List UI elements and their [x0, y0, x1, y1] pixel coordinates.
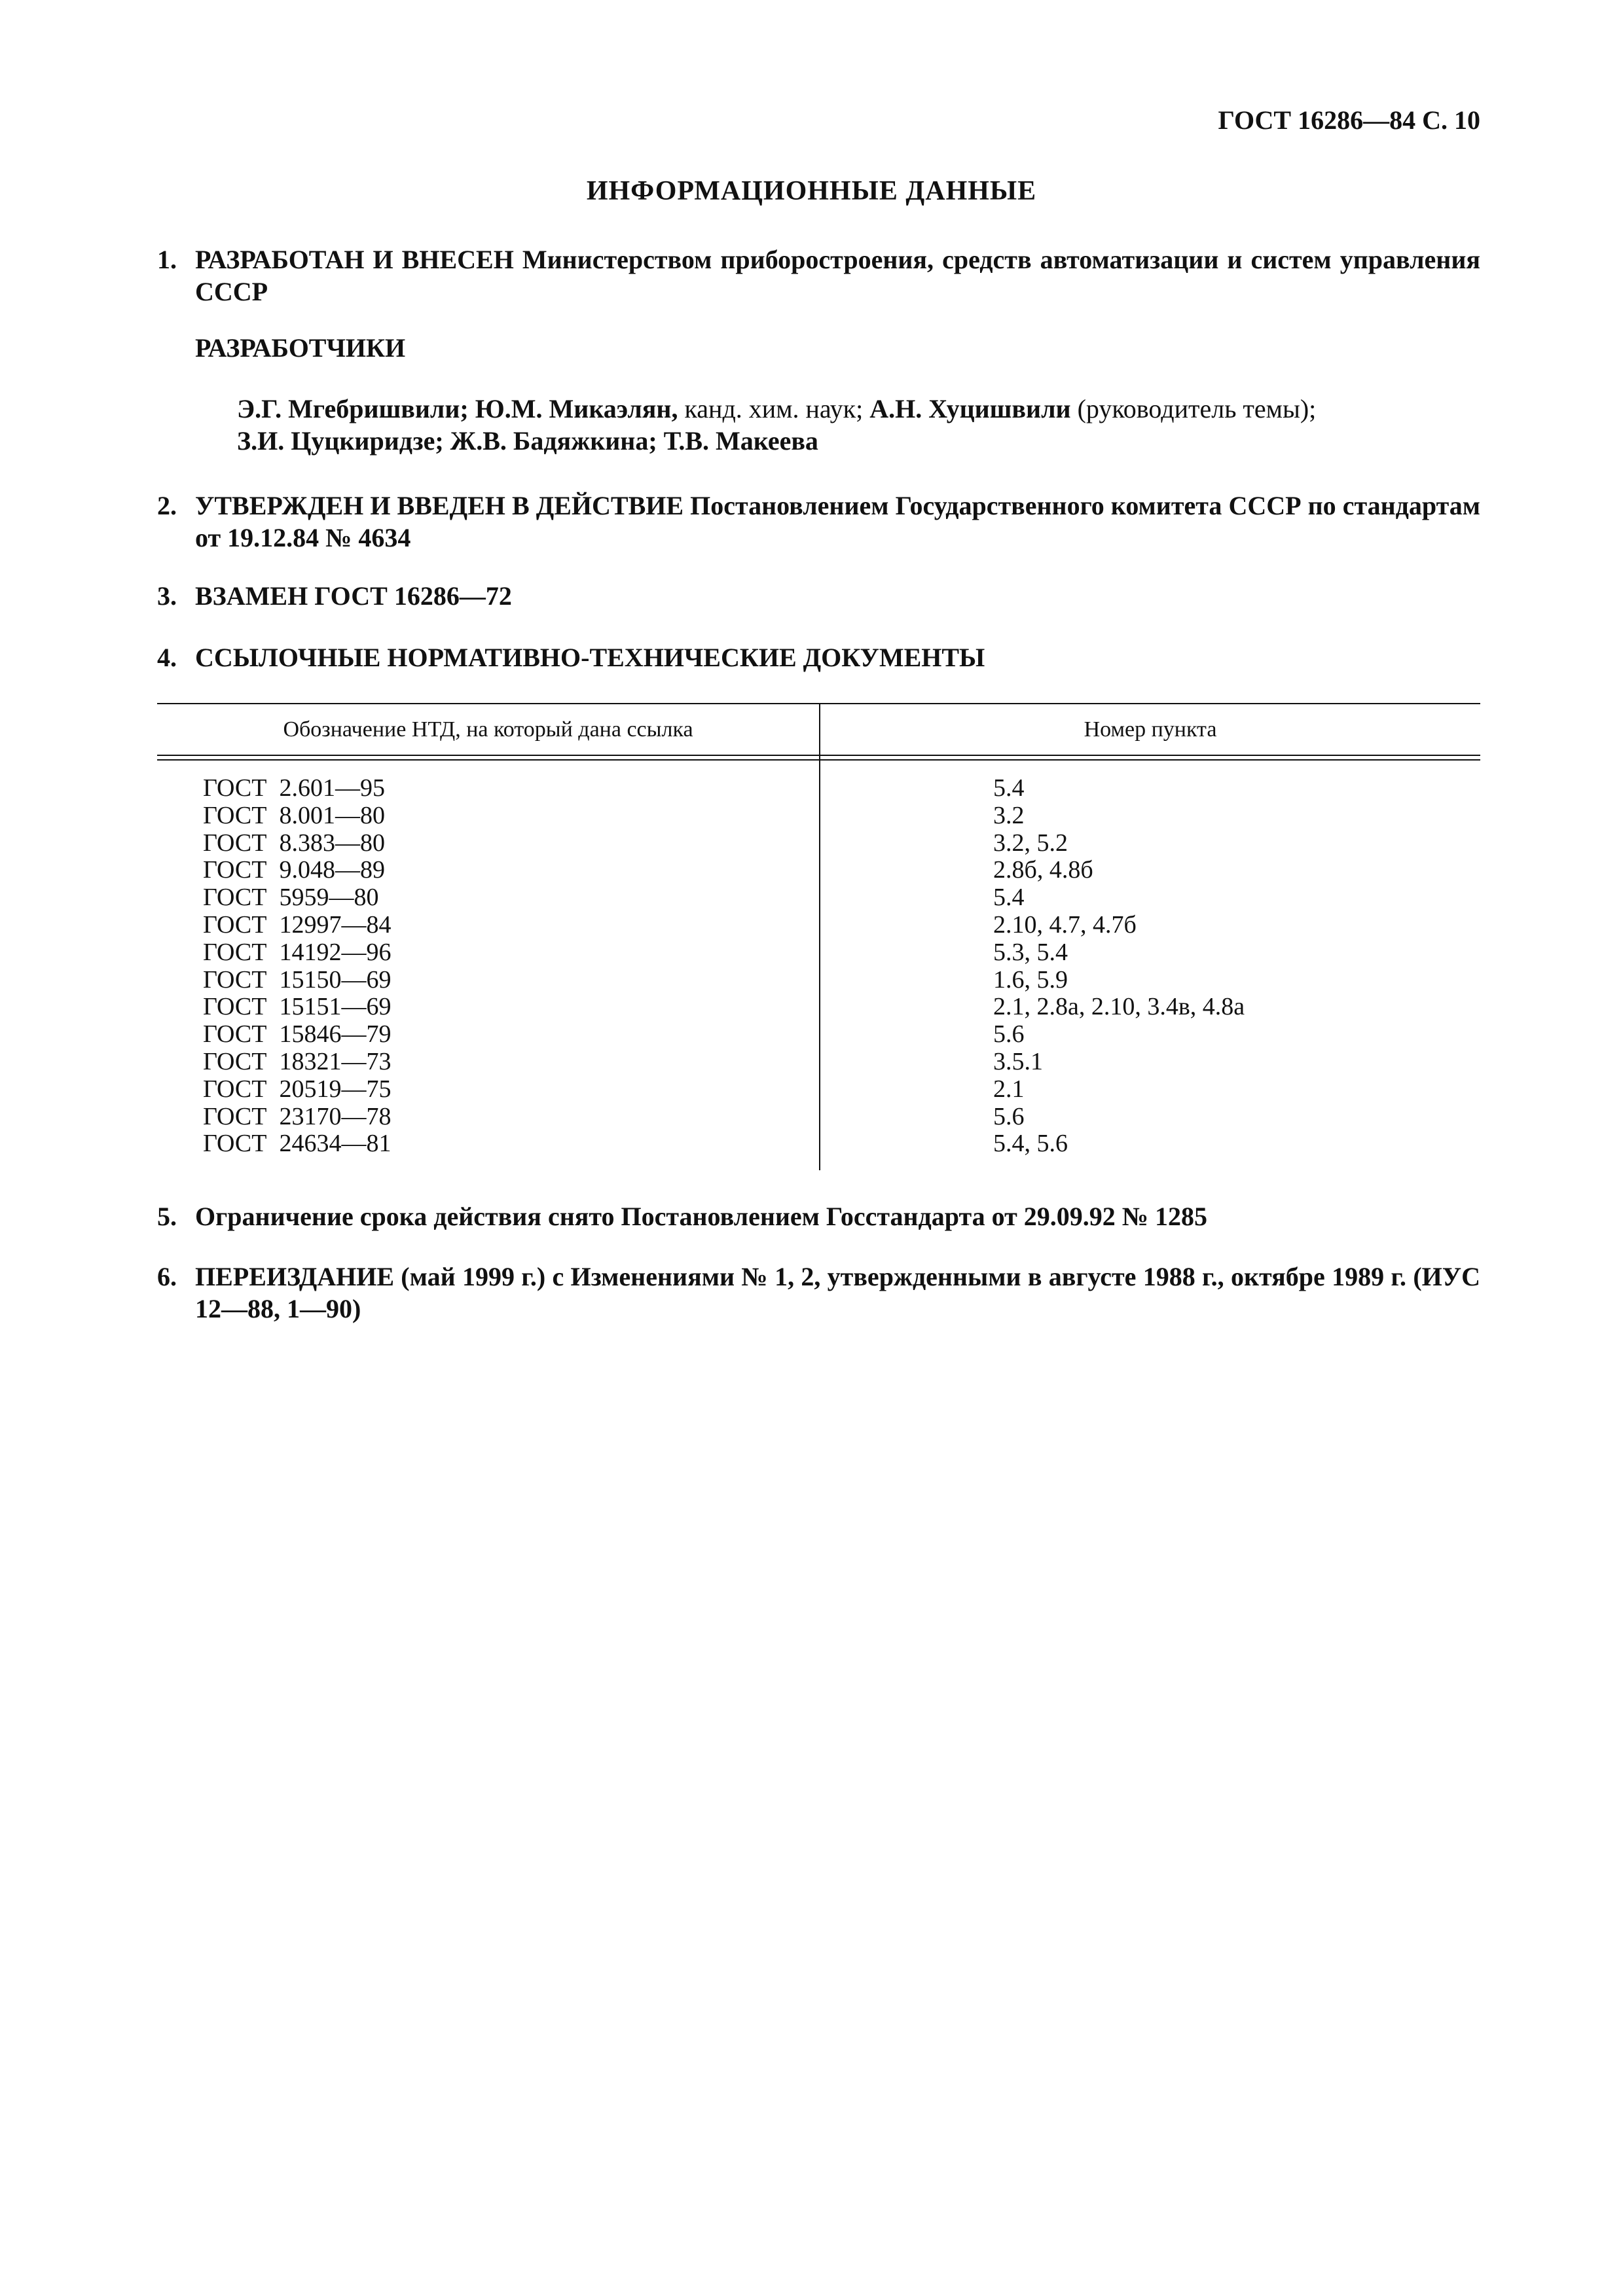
item-2	[157, 490, 1480, 554]
table-cell-document: ГОСТ 15846—79	[203, 1020, 392, 1049]
page-header: ГОСТ 16286—84 С. 10	[1218, 105, 1480, 135]
item-3-text: ВЗАМЕН ГОСТ 16286—72	[195, 581, 512, 611]
table-cell-document: ГОСТ 9.048—89	[203, 856, 385, 884]
table-header-document: Обозначение НТД, на который дана ссылка	[283, 717, 693, 742]
developers-rest: З.И. Цуцкиридзе; Ж.В. Бадяжкина; Т.В. Макеева	[237, 426, 818, 456]
table-cell-clause: 2.1, 2.8а, 2.10, 3.4в, 4.8а	[993, 993, 1245, 1021]
table-cell-document: ГОСТ 8.001—80	[203, 801, 385, 829]
item-5-text: Ограничение срока действия снято Постановлением Госстандарта от 29.09.92 № 1285	[195, 1202, 1207, 1231]
item-5-number: 5.	[157, 1202, 177, 1231]
item-3-number: 3.	[157, 581, 177, 611]
item-1-text: РАЗРАБОТАН И ВНЕСЕН Министерством приборостроения, средств автоматизации и систем управления СССР	[195, 245, 1480, 306]
table-cell-clause: 3.2	[993, 801, 1025, 829]
table-cell-clause: 1.6, 5.9	[993, 965, 1068, 994]
table-row	[157, 1103, 1480, 1131]
table-cell-document: ГОСТ 8.383—80	[203, 829, 385, 857]
developers-list	[237, 393, 1480, 457]
developer-2-title: канд. хим. наук;	[684, 394, 864, 423]
table-cell-clause: 5.3, 5.4	[993, 938, 1068, 966]
table-body	[157, 775, 1480, 1158]
developer-2: Ю.М. Микаэлян,	[475, 394, 678, 423]
table-cell-document: ГОСТ 14192—96	[203, 938, 392, 966]
table-cell-clause: 5.4, 5.6	[993, 1130, 1068, 1158]
table-row	[157, 1130, 1480, 1158]
table-row	[157, 1021, 1480, 1049]
item-4-number: 4.	[157, 643, 177, 672]
table-row	[157, 884, 1480, 912]
table-cell-clause: 2.10, 4.7, 4.7б	[993, 910, 1137, 939]
item-4-text: ССЫЛОЧНЫЕ НОРМАТИВНО-ТЕХНИЧЕСКИЕ ДОКУМЕНТЫ	[195, 643, 985, 672]
table-row	[157, 967, 1480, 994]
table-row	[157, 912, 1480, 939]
table-cell-clause: 3.5.1	[993, 1047, 1043, 1075]
table-cell-document: ГОСТ 23170—78	[203, 1102, 392, 1130]
developers-heading: РАЗРАБОТЧИКИ	[195, 333, 406, 363]
table-row	[157, 1049, 1480, 1076]
item-1	[157, 243, 1480, 308]
table-cell-clause: 5.4	[993, 884, 1025, 912]
item-6-number: 6.	[157, 1262, 177, 1291]
table-cell-document: ГОСТ 15150—69	[203, 965, 392, 994]
table-cell-document: ГОСТ 2.601—95	[203, 774, 385, 802]
table-cell-clause: 3.2, 5.2	[993, 829, 1068, 857]
developer-3: А.Н. Хуцишвили	[869, 394, 1071, 423]
table-row	[157, 994, 1480, 1021]
table-cell-clause: 2.1	[993, 1075, 1025, 1103]
table-cell-document: ГОСТ 15151—69	[203, 993, 392, 1021]
table-cell-document: ГОСТ 5959—80	[203, 884, 379, 912]
table-row	[157, 857, 1480, 884]
table-cell-clause: 5.6	[993, 1102, 1025, 1130]
table-row	[157, 939, 1480, 967]
table-cell-document: ГОСТ 20519—75	[203, 1075, 392, 1103]
item-3	[157, 580, 1480, 612]
item-2-text: УТВЕРЖДЕН И ВВЕДЕН В ДЕЙСТВИЕ Постановлением Государственного комитета СССР по стандартам от 19.12.84 № 4634	[195, 491, 1480, 552]
item-5	[157, 1200, 1480, 1232]
table-cell-clause: 5.6	[993, 1020, 1025, 1049]
table-row	[157, 830, 1480, 857]
item-6-text: ПЕРЕИЗДАНИЕ (май 1999 г.) с Изменениями № 1, 2, утвержденными в августе 1988 г., октябре 1989 г. (ИУС 12—88, 1—90)	[195, 1262, 1480, 1323]
table-row	[157, 775, 1480, 802]
developer-3-role: (руководитель темы);	[1077, 394, 1317, 423]
item-2-number: 2.	[157, 491, 177, 520]
item-1-number: 1.	[157, 245, 177, 274]
table-cell-document: ГОСТ 18321—73	[203, 1047, 392, 1075]
reference-table	[157, 703, 1480, 1170]
item-6	[157, 1261, 1480, 1325]
table-cell-document: ГОСТ 24634—81	[203, 1130, 392, 1158]
table-row	[157, 802, 1480, 830]
table-row	[157, 1076, 1480, 1103]
table-header-clause: Номер пункта	[1084, 717, 1217, 742]
document-title: ИНФОРМАЦИОННЫЕ ДАННЫЕ	[586, 176, 1037, 206]
developer-1: Э.Г. Мгебришвили;	[237, 394, 469, 423]
table-cell-clause: 2.8б, 4.8б	[993, 856, 1093, 884]
table-cell-clause: 5.4	[993, 774, 1025, 802]
item-4	[157, 641, 1480, 673]
table-cell-document: ГОСТ 12997—84	[203, 910, 392, 939]
